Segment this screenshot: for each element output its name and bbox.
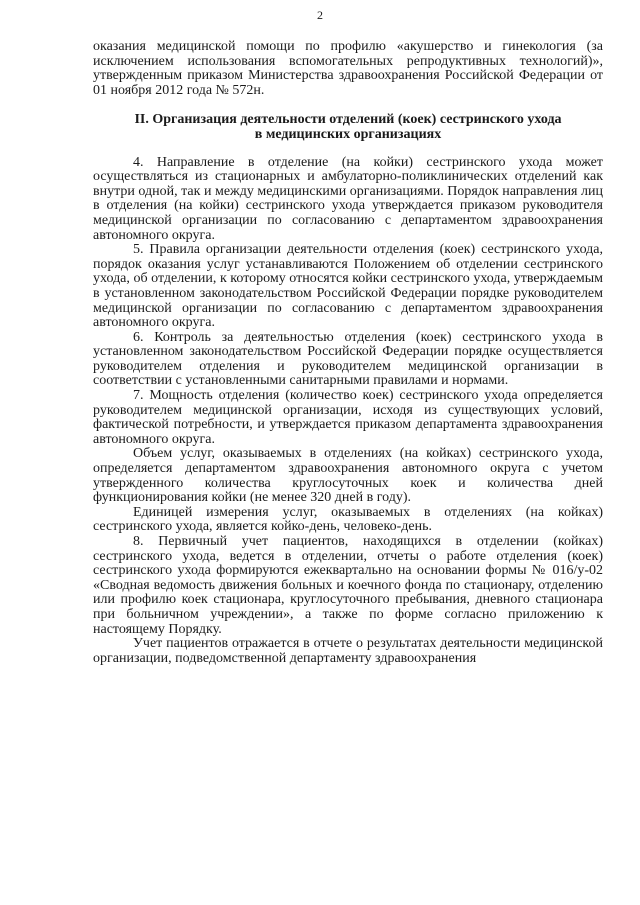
paragraph-item-8: 8. Первичный учет пациентов, находящихся в отделении (койках) сестринского ухода, ведется в отделении, отчеты о работе отделения (коек) сестринского ухода формируются ежеквартально на основании формы № 016/у-02 «Сводная ведомость движения больных и коечного фонда по стационару, отделению или профилю коек стационара, круглосуточного пребывания, дневного стационара при больничном учреждении», а также по форме согласно приложению к настоящему Порядку.: [93, 534, 603, 637]
paragraph-service-volume: Объем услуг, оказываемых в отделениях (на койках) сестринского ухода, определяется департаментом здравоохранения автономного округа с учетом утвержденного количества круглосуточных коек и количества дней функционирования койки (не менее 320 дней в году).: [93, 446, 603, 506]
section-heading-line-2: в медицинских организациях: [254, 126, 442, 142]
paragraph-item-6: 6. Контроль за деятельностью отделения (коек) сестринского ухода в установленном законодательством Российской Федерации порядке осуществляется руководителем отделения и руководителем медицинской организации в соответствии с установленными санитарными правилами и нормами.: [93, 329, 603, 389]
section-heading: [93, 113, 603, 142]
paragraph-patient-accounting: Учет пациентов отражается в отчете о результатах деятельности медицинской организации, подведомственной департаменту здравоохранения: [93, 636, 603, 666]
section-heading-line-1: II. Организация деятельности отделений (коек) сестринского ухода: [134, 112, 562, 128]
paragraph-continuation: оказания медицинской помощи по профилю «акушерство и гинекология (за исключением использования вспомогательных репродуктивных технологий)», утвержденным приказом Министерства здравоохранения Российской Федерации от 01 ноября 2012 года № 572н.: [93, 39, 603, 98]
paragraph-unit-of-measure: Единицей измерения услуг, оказываемых в отделениях (на койках) сестринского ухода, является койко-день, человеко-день.: [93, 504, 603, 535]
paragraph-item-4: 4. Направление в отделение (на койки) сестринского ухода может осуществляться из стационарных и амбулаторно-поликлинических отделений как внутри одной, так и между медицинскими организациями. Порядок направления лиц в отделения (на койки) сестринского ухода утверждается приказом руководителя медицинской организации по согласованию с департаментом здравоохранения автономного округа.: [93, 154, 603, 243]
page-number: 2: [317, 8, 323, 22]
document-body: [93, 40, 603, 666]
paragraph-item-5: 5. Правила организации деятельности отделения (коек) сестринского ухода, порядок оказания услуг устанавливаются Положением об отделении сестринского ухода, об отделении, к которому относятся койки сестринского ухода, утверждаемым в установленном законодательством Российской Федерации порядке руководителем медицинской организации по согласованию с департаментом здравоохранения автономного округа.: [93, 242, 603, 331]
paragraph-item-7: 7. Мощность отделения (количество коек) сестринского ухода определяется руководителем медицинской организации, исходя из существующих условий, фактической потребности, и утверждается приказом департамента здравоохранения автономного округа.: [93, 388, 603, 447]
